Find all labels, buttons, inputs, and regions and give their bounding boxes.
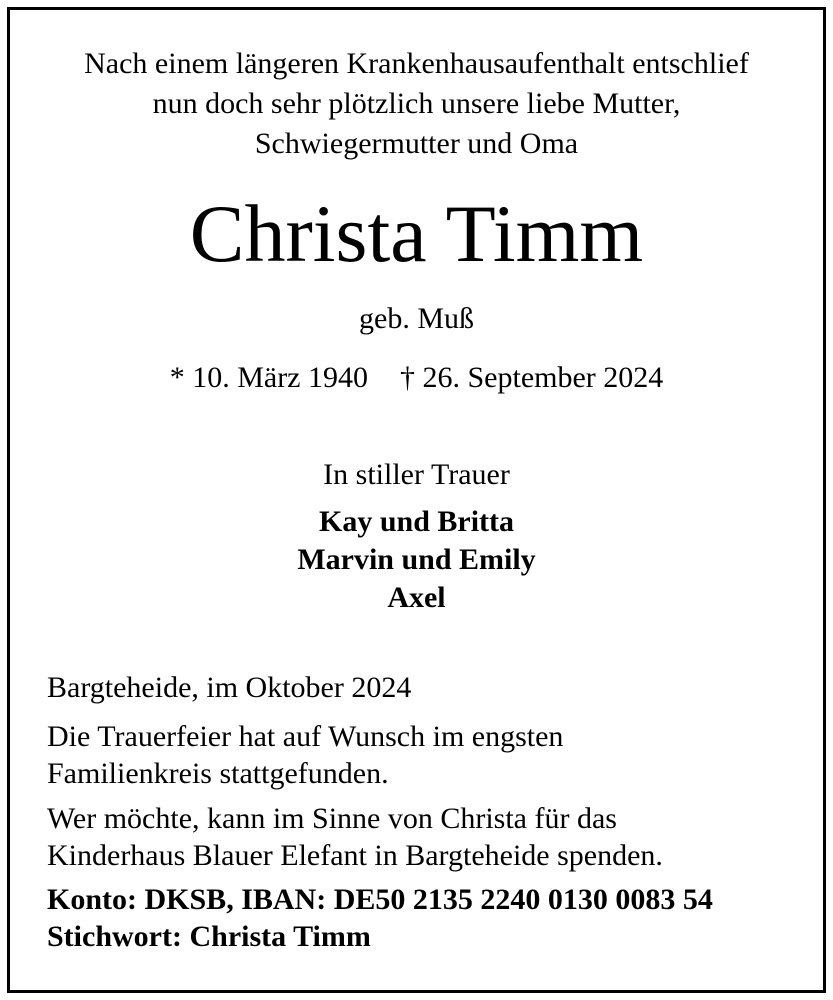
intro-line: Nach einem längeren Krankenhausaufenthalt entschlief: [84, 47, 749, 80]
bank-keyword: Stichwort: Christa Timm: [47, 920, 371, 953]
donation-note-line: Kinderhaus Blauer Elefant in Bargteheide spenden.: [47, 839, 663, 872]
funeral-note-line: Die Trauerfeier hat auf Wunsch im engsten: [47, 720, 564, 753]
maiden-name: geb. Muß: [359, 302, 474, 335]
bank-account: Konto: DKSB, IBAN: DE50 2135 2240 0130 0083 54: [47, 883, 713, 916]
intro-line: Schwiegermutter und Oma: [254, 127, 579, 160]
mourning-phrase: In stiller Trauer: [323, 458, 510, 491]
family-member: Axel: [387, 581, 446, 614]
death-date: † 26. September 2024: [400, 361, 664, 394]
family-member: Marvin und Emily: [297, 543, 536, 576]
life-dates: [0, 358, 833, 398]
donation-note: [47, 800, 663, 874]
funeral-note: [47, 718, 563, 792]
donation-note-line: Wer möchte, kann im Sinne von Christa für das: [47, 802, 617, 835]
place-date: Bargteheide, im Oktober 2024: [47, 671, 412, 704]
bank-details: [47, 881, 713, 955]
intro-text: [0, 44, 833, 164]
funeral-note-line: Familienkreis stattgefunden.: [47, 757, 389, 790]
intro-line: nun doch sehr plötzlich unsere liebe Mutter,: [152, 87, 681, 120]
deceased-name: Christa Timm: [189, 188, 644, 279]
family-names: [0, 503, 833, 617]
birth-date: * 10. März 1940: [169, 361, 368, 394]
family-member: Kay und Britta: [318, 505, 515, 538]
